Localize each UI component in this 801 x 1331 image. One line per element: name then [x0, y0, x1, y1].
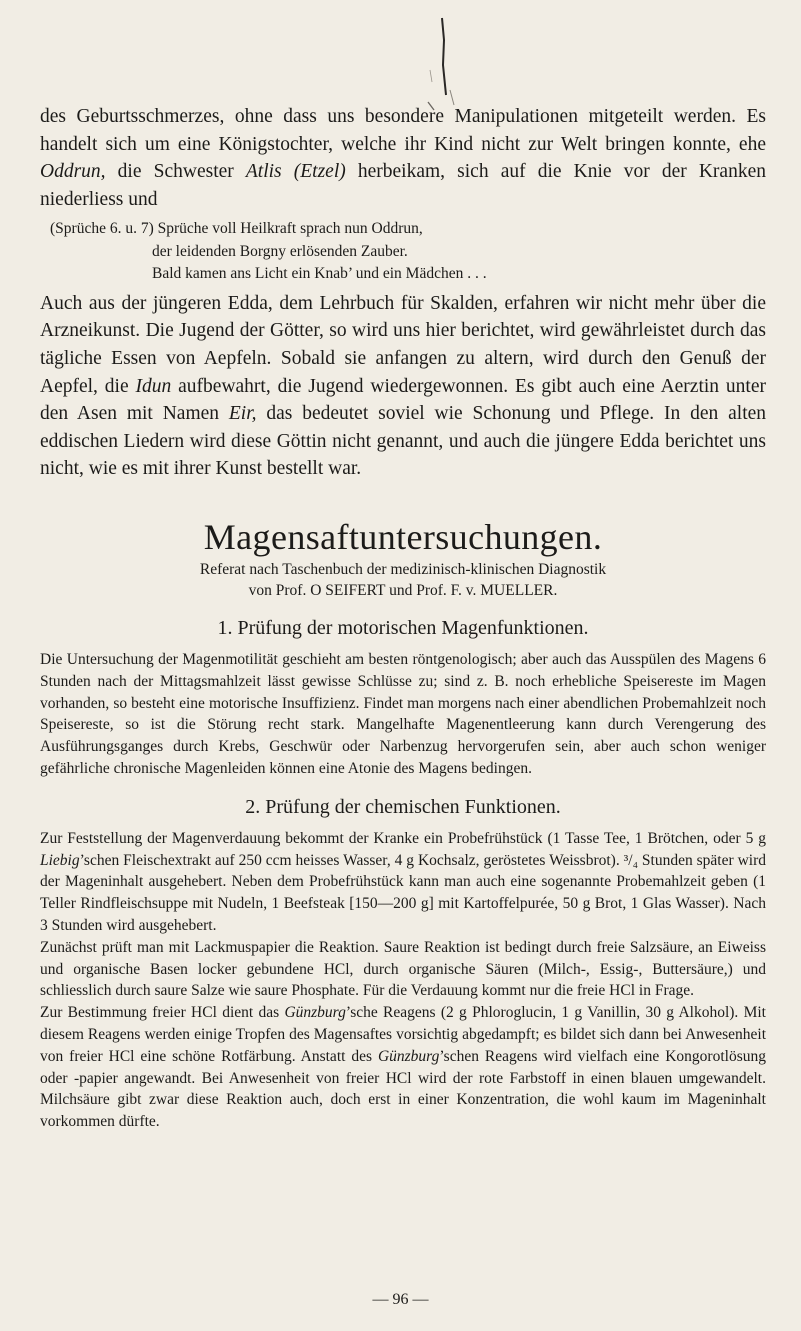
ink-stroke-mark	[420, 10, 470, 115]
name-eir: Eir,	[228, 403, 257, 425]
verse-quote	[50, 218, 766, 286]
section-2-paragraph-1: Zur Feststellung der Magenverdauung bekommt der Kranke ein Probefrühstück (1 Tasse Tee, 1 Brötchen, oder 5 g Liebig’schen Fleischextrakt auf 250 ccm heisses Wasser, 4 g Kochsalz, geröstetes Weissbrot). ³/₄ Stunden später wird der Mageninhalt ausgehebert. Neben dem Probefrühstück kann man auch eine sogenannte Probemahlzeit geben (1 Teller Rindfleischsuppe mit Nudeln, 1 Beefsteak [150—200 g] mit Kartoffelpurée, 50 g Brot, 1 Glas Wasser). Nach 3 Stunden wird ausgehebert.	[40, 829, 766, 934]
name-idun: Idun	[135, 375, 172, 397]
section-2-paragraph-3: Zur Bestimmung freier HCl dient das Günzburg’sche Reagens (2 g Phloroglucin, 1 g Vanillin, 30 g Alkohol). Mit diesem Reagens werden einige Tropfen des Magensaftes vorsichtig abgedampft; es bildet sich dann bei Anwesenheit von freier HCl eine schöne Rotfärbung. Anstatt des Günzburg’schen Reagens wird vielfach eine Kongorotlösung oder -papier angewandt. Bei Anwesenheit von freier HCl wird der rote Farbstoff in einen blauen umgewandelt. Milchsäure gibt zwar diese Reaktion auch, doch erst in einer Konzentration, die wohl kaum im Mageninhalt vorkommen dürfte.	[40, 1004, 766, 1131]
section-1-text: Die Untersuchung der Magenmotilität geschieht am besten röntgenologisch; aber auch das Ausspülen des Magens 6 Stunden nach der Mittagsmahlzeit lässt gewisse Schlüsse zu; sind z. B. noch erhebliche Speisereste im Magen vorhanden, so besteht eine motorische Insuffizienz. Findet man morgens nach einer abendlichen Probemahlzeit noch Speisereste, so ist die Störung recht stark. Mangelhafte Magenentleerung kann durch Verengerung des Ausführungsganges durch Krebs, Geschwür oder Narbenzug hervorgerufen sein, aber auch schon weniger gefährliche chronische Magenleiden können eine Atonie des Magens bedingen.	[40, 651, 766, 778]
page-content	[40, 103, 766, 1133]
verse-line: Bald kamen ans Licht ein Knab’ und ein Mädchen . . .	[152, 265, 487, 283]
name-oddrun: Oddrun,	[40, 161, 106, 183]
edda-paragraph: Auch aus der jüngeren Edda, dem Lehrbuch für Skalden, erfahren wir nicht mehr über die Arzneikunst. Die Jugend der Götter, so wird uns hier berichtet, wird gewährleistet durch das tägliche Essen von Aepfeln. Sobald sie anfangen zu altern, wird durch den Genuß der Aepfel, die Idun aufbewahrt, die Jugend wiedergewonnen. Es gibt auch eine Aerztin unter den Asen mit Namen Eir, das bedeutet soviel wie Schonung und Pflege. In den alten eddischen Liedern wird diese Göttin nicht genannt, und auch die jüngere Edda berichtet uns nicht, wie es mit ihrer Kunst bestellt war.	[40, 292, 767, 480]
name-atlis: Atlis (Etzel)	[245, 161, 346, 183]
article-title: Magensaftuntersuchungen.	[203, 517, 603, 558]
verse-line: (Sprüche 6. u. 7) Sprüche voll Heilkraft sprach nun Oddrun,	[50, 220, 423, 238]
section-2-title: 2. Prüfung der chemischen Funktionen.	[245, 795, 561, 818]
article-subtitle: Referat nach Taschenbuch der medizinisch-klinischen Diagnostik von Prof. O SEIFERT und Prof. F. v. MUELLER.	[199, 561, 607, 600]
section-1-title: 1. Prüfung der motorischen Magenfunktionen.	[217, 617, 589, 640]
intro-paragraph: des Geburtsschmerzes, ohne dass uns besondere Manipulationen mitgeteilt werden. Es handelt sich um eine Königstochter, welche ihr Kind nicht zur Welt bringen konnte, ehe Oddrun, die Schwester Atlis (Etzel) herbeikam, sich auf die Knie vor der Kranken niederliess und	[40, 106, 766, 210]
verse-line: der leidenden Borgny erlösenden Zauber.	[152, 242, 408, 260]
section-2-paragraph-2: Zunächst prüft man mit Lackmuspapier die Reaktion. Saure Reaktion ist bedingt durch freie Salzsäure, an Eiweiss und organische Basen locker gebundene HCl, durch organische Säuren (Milch-, Essig-, Buttersäure,) und schliesslich durch saure Salze wie saure Phosphate. Für die Verdauung kommt nur die freie HCl in Frage.	[40, 938, 766, 1000]
page-number: — 96 —	[372, 1291, 429, 1308]
